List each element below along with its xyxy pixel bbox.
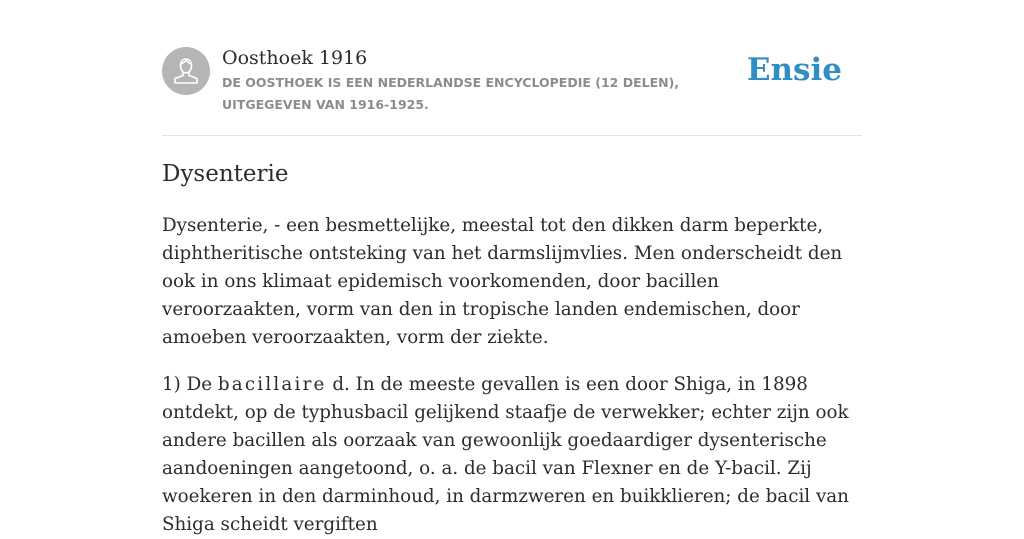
article-paragraph: Dysenterie, - een besmettelijke, meestal tot den dikken darm beperkte, diphtheritische ontsteking van het darmslijmvlies. Men onderscheidt den ook in ons klimaat epidemisch voorkomenden, door bacillen veroorzaakten, vorm van den in tropische landen endemischen, door amoeben veroorzaakten, vorm der ziekte. — [162, 215, 843, 348]
article-paragraph — [162, 371, 862, 539]
source-header — [162, 0, 862, 136]
ensie-logo[interactable]: Ensie — [746, 52, 842, 88]
article — [162, 156, 862, 539]
source-description: DE OOSTHOEK IS EEN NEDERLANDSE ENCYCLOPEDIE (12 DELEN), UITGEGEVEN VAN 1916-1925. — [222, 75, 680, 112]
user-placeholder-icon — [162, 47, 210, 95]
paragraph-body: d. In de meeste gevallen is een door Shiga, in 1898 ontdekt, op de typhusbacil gelijkend staafje de verwekker; echter zijn ook andere bacillen als oorzaak van gewoonlijk goedaardiger dysenterische aandoeningen aangetoond, o. a. de bacil van Flexner en de Y-bacil. Zij woekeren in den darminhoud, in darmzweren en buikklieren; de bacil van Shiga scheidt vergiften — [162, 374, 849, 535]
paragraph-prefix: 1) De — [162, 374, 218, 395]
article-title: Dysenterie — [162, 161, 289, 187]
source-title[interactable]: Oosthoek 1916 — [222, 47, 368, 69]
spaced-term: bacillaire — [217, 374, 327, 395]
